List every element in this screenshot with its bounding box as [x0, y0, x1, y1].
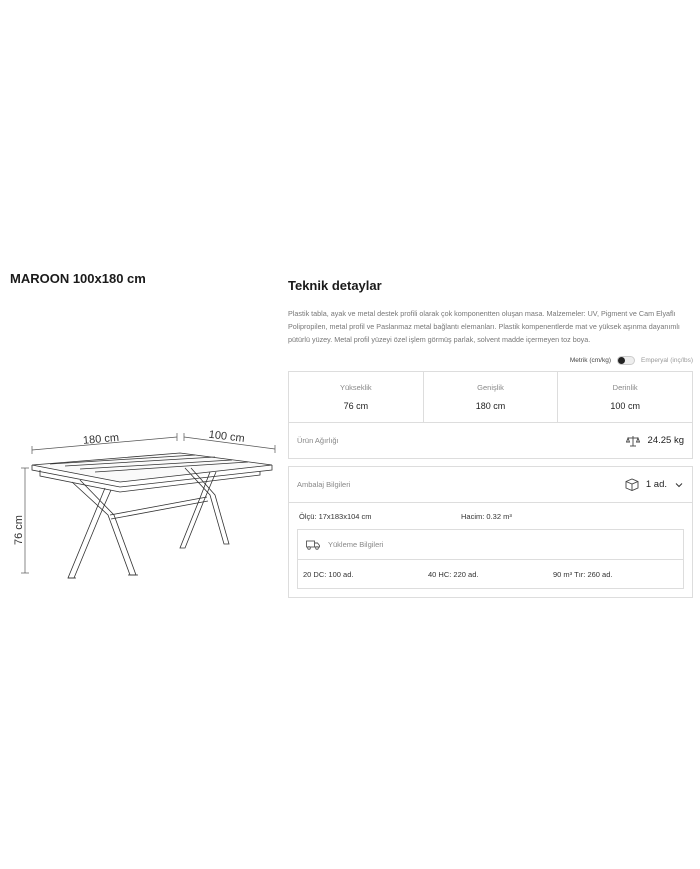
imperial-label: Emperyal (inç/lbs) [640, 357, 693, 364]
packaging-quantity-group [625, 478, 684, 491]
weight-value-group [626, 435, 684, 447]
packaging-label: Ambalaj Bilgileri [297, 480, 351, 489]
dimensions-grid [288, 371, 693, 423]
dimension-value: 100 cm [610, 401, 640, 411]
scale-icon [626, 435, 640, 447]
dimension-label: Genişlik [477, 383, 504, 392]
loading-label: Yükleme Bilgileri [328, 540, 384, 549]
height-label: 76 cm [13, 515, 25, 545]
loading-info-panel [297, 529, 684, 589]
loading-header [298, 530, 683, 560]
loading-item-40hc: 40 HC: 220 ad. [428, 569, 479, 579]
unit-switch[interactable] [617, 356, 635, 365]
packaging-quantity: 1 ad. [645, 479, 667, 490]
dimension-value: 180 cm [475, 401, 506, 411]
loading-item-truck: 90 m³ Tır: 260 ad. [553, 569, 613, 579]
dimension-value: 76 cm [343, 401, 369, 411]
width-label: 100 cm [208, 428, 246, 445]
table-dimension-drawing [10, 420, 280, 600]
dimension-label: Derinlik [612, 383, 638, 392]
dimension-width [424, 372, 559, 422]
truck-icon [306, 540, 320, 550]
loading-items-row [298, 560, 683, 588]
loading-item-20dc: 20 DC: 100 ad. [303, 569, 354, 579]
table-drawing-svg [10, 420, 280, 600]
unit-toggle [288, 356, 693, 365]
weight-value: 24.25 kg [647, 435, 684, 446]
metric-label: Metrik (cm/kg) [569, 357, 611, 364]
packaging-header[interactable] [289, 467, 692, 503]
dimension-label: Yükseklik [339, 383, 372, 392]
technical-details-panel [288, 278, 693, 598]
switch-knob [618, 357, 625, 364]
packaging-measure-row [289, 503, 692, 529]
box-icon [625, 478, 639, 491]
weight-row [288, 423, 693, 459]
dimension-depth [558, 372, 692, 422]
section-title: Teknik detaylar [288, 278, 382, 293]
product-description: Plastik tabla, ayak ve metal destek profili olarak çok komponentten oluşan masa. Malzemeler: UV, Pigment ve Cam Elyaflı Polipropilen, metal profil ve Paslanmaz metal bağlantı elemanları. Plastik kompenentlerde mat ve yüksek aşınma dayanımlı pütürlü yüzey. Metal profil yüzeyi özel işlem görmüş parlak, solvent madde içermeyen toz boya. [288, 309, 680, 344]
dimension-lines [21, 433, 275, 573]
chevron-down-icon[interactable] [674, 481, 684, 489]
product-title: MAROON 100x180 cm [10, 271, 146, 286]
packaging-volume: Hacim: 0.32 m³ [461, 511, 512, 521]
length-label: 180 cm [82, 431, 120, 447]
packaging-panel [288, 466, 693, 598]
packaging-size: Ölçü: 17x183x104 cm [299, 511, 372, 521]
dimension-height [289, 372, 424, 422]
weight-label: Ürün Ağırlığı [297, 436, 339, 445]
table-outline [32, 453, 272, 578]
